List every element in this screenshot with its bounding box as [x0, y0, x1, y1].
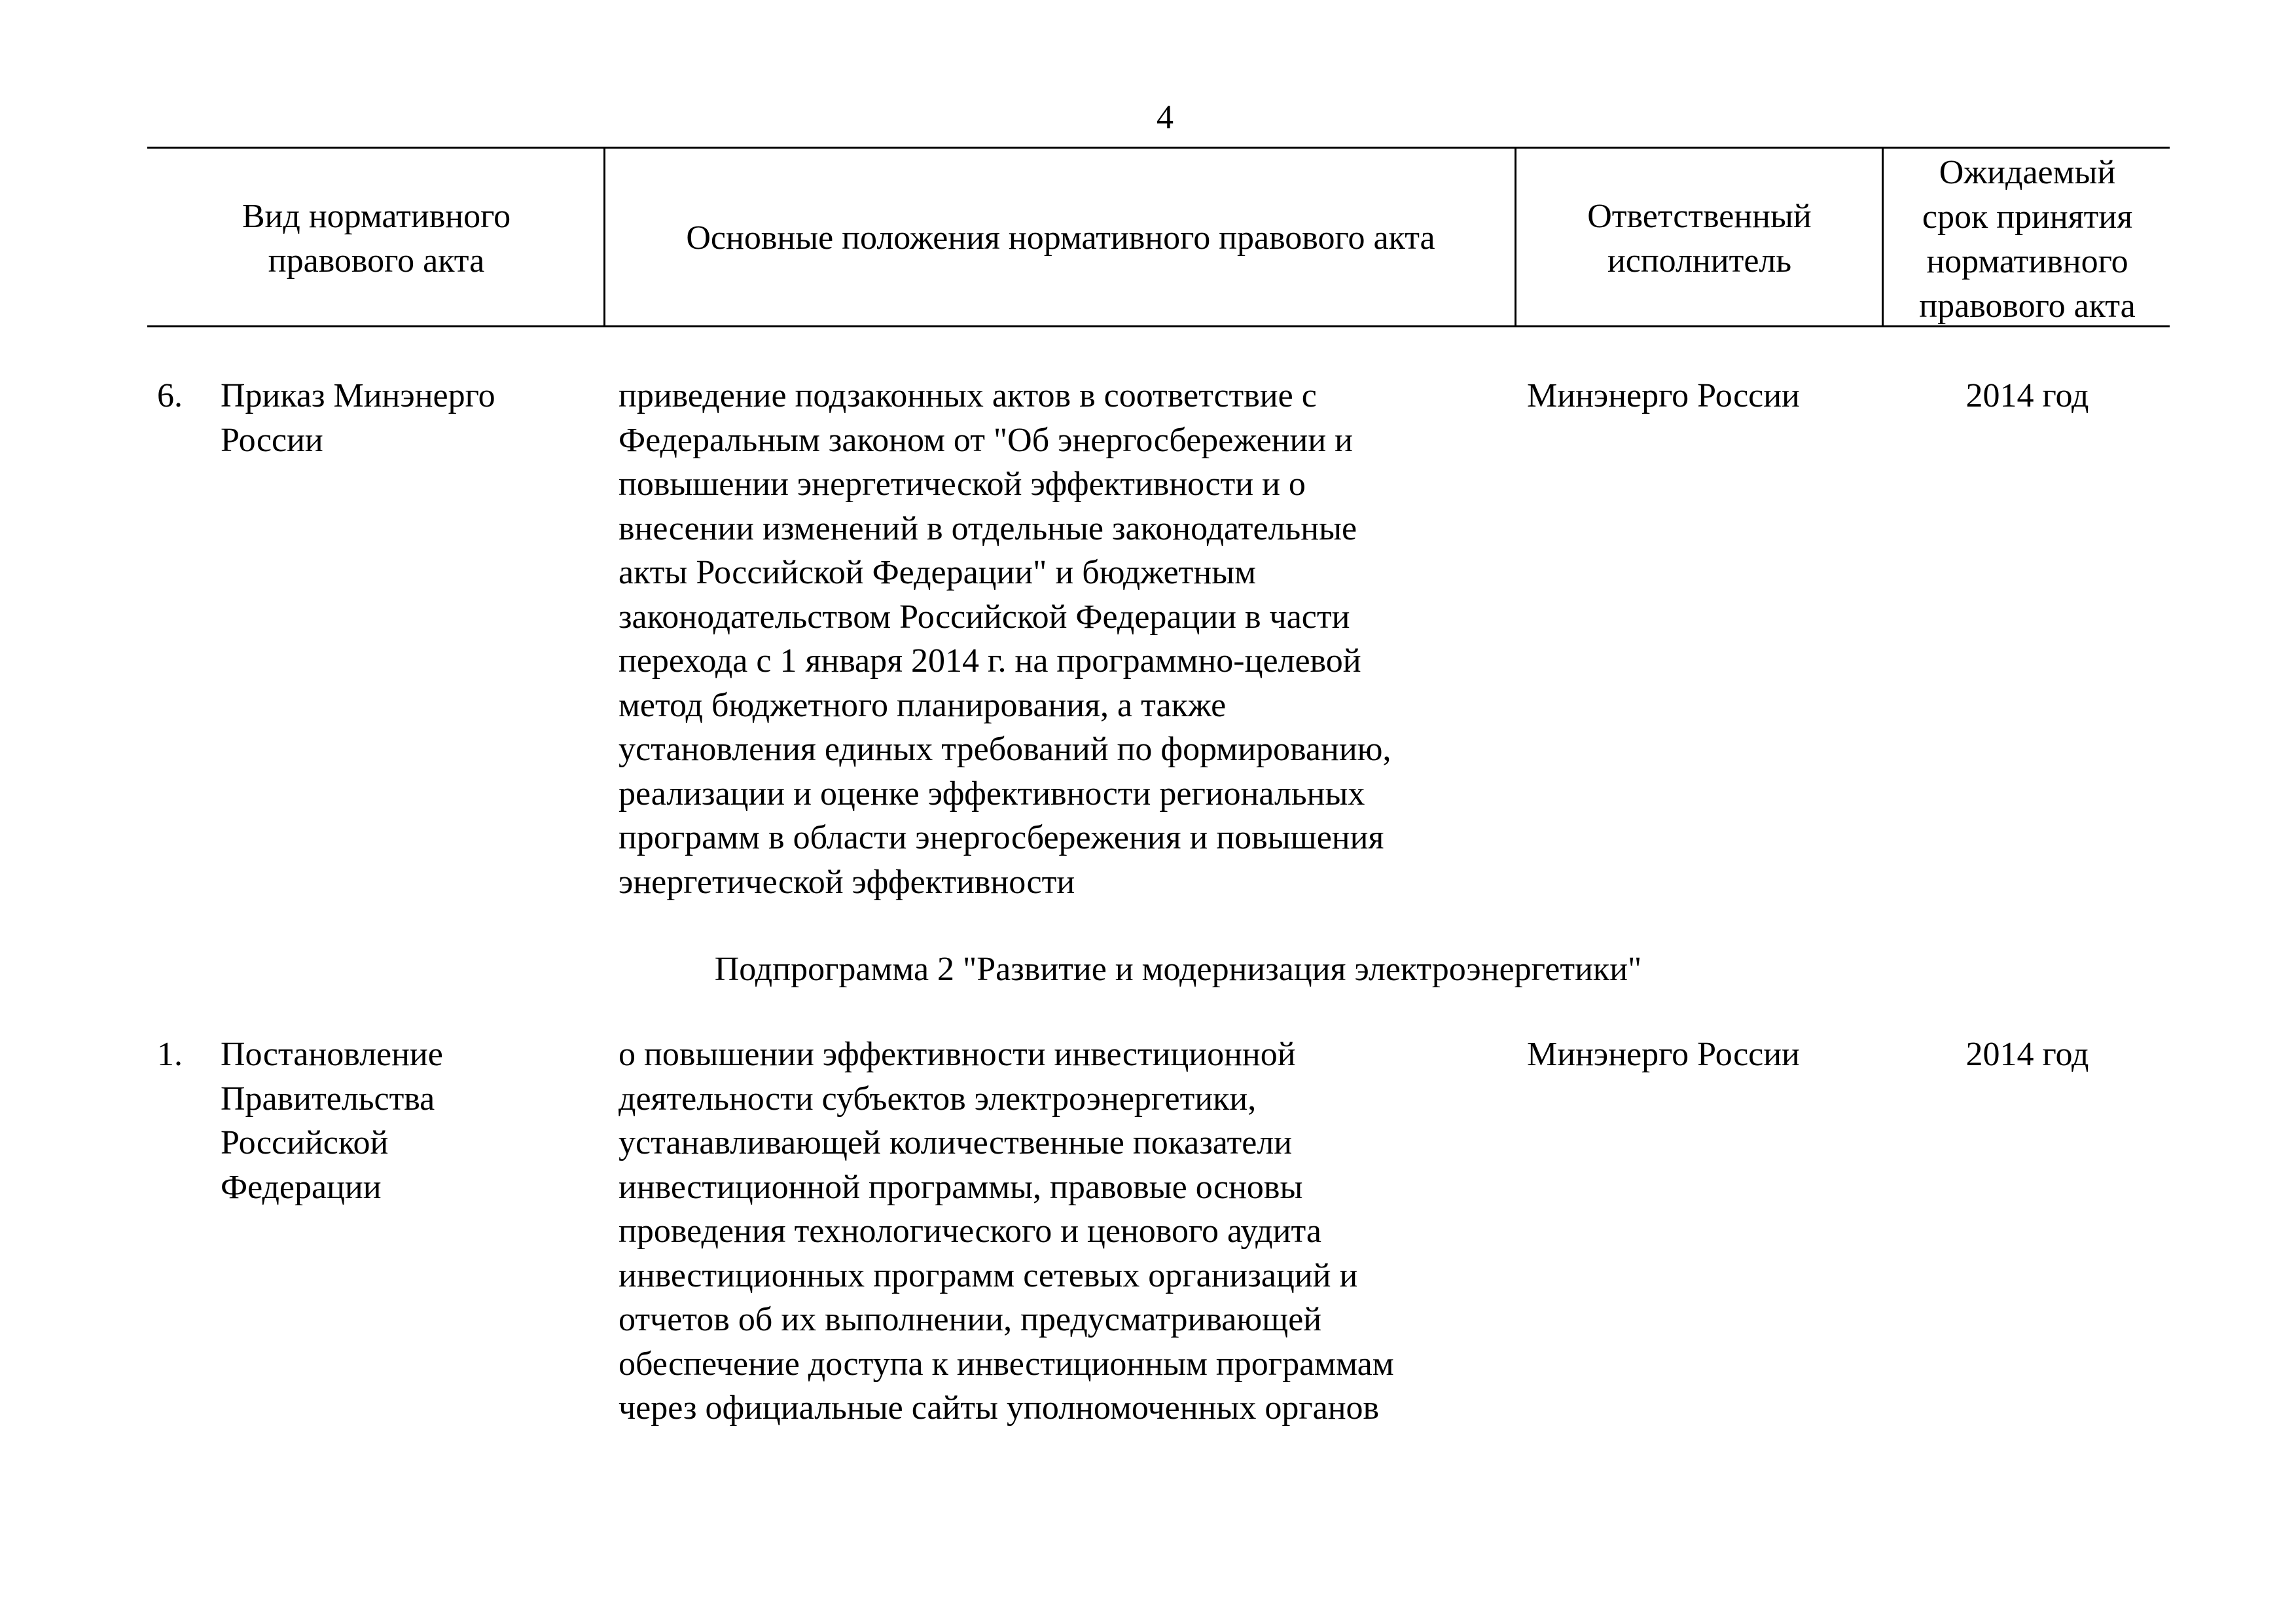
header-divider-3: [1882, 147, 1884, 327]
header-bottom-border: [147, 325, 2170, 327]
header-act-type: Вид нормативного правового акта: [242, 198, 511, 280]
act-type-cell: Приказ Минэнерго России: [221, 377, 495, 459]
section-title: Подпрограмма 2 "Развитие и модернизация электроэнергетики": [714, 951, 1642, 988]
executor-cell: Минэнерго России: [1527, 1036, 1800, 1073]
header-deadline: Ожидаемый срок принятия нормативного правового акта: [1919, 154, 2136, 325]
header-top-border: [147, 147, 2170, 149]
executor-cell: Минэнерго России: [1527, 377, 1800, 414]
header-executor: Ответственный исполнитель: [1587, 198, 1812, 280]
header-divider-2: [1515, 147, 1516, 327]
row-number: 6.: [157, 377, 183, 414]
act-type-cell: Постановление Правительства Российской Федерации: [221, 1036, 443, 1206]
header-provisions: Основные положения нормативного правового акта: [686, 219, 1435, 257]
deadline-cell: 2014 год: [1965, 1036, 2089, 1073]
row-number: 1.: [157, 1036, 183, 1073]
page-number: 4: [1157, 99, 1174, 136]
deadline-cell: 2014 год: [1965, 377, 2089, 414]
header-divider-1: [603, 147, 605, 327]
provisions-cell: о повышении эффективности инвестиционной деятельности субъектов электроэнергетики, устанавливающей количественные показатели инвестиционной программы, правовые основы проведения технологического и ценового аудита инвестиционных программ сетевых организаций и отчетов об их выполнении, предусматривающей обеспечение доступа к инвестиционным программам через официальные сайты уполномоченных органов: [619, 1036, 1394, 1427]
provisions-cell: приведение подзаконных актов в соответствие с Федеральным законом от "Об энергосбережении и повышении энергетической эффективности и о внесении изменений в отдельные законодательные акты Российской Федерации" и бюджетным законодательством Российской Федерации в части перехода с 1 января 2014 г. на программно-целевой метод бюджетного планирования, а также установления единых требований по формированию, реализации и оценке эффективности региональных программ в области энергосбережения и повышения энергетической эффективности: [619, 377, 1391, 901]
